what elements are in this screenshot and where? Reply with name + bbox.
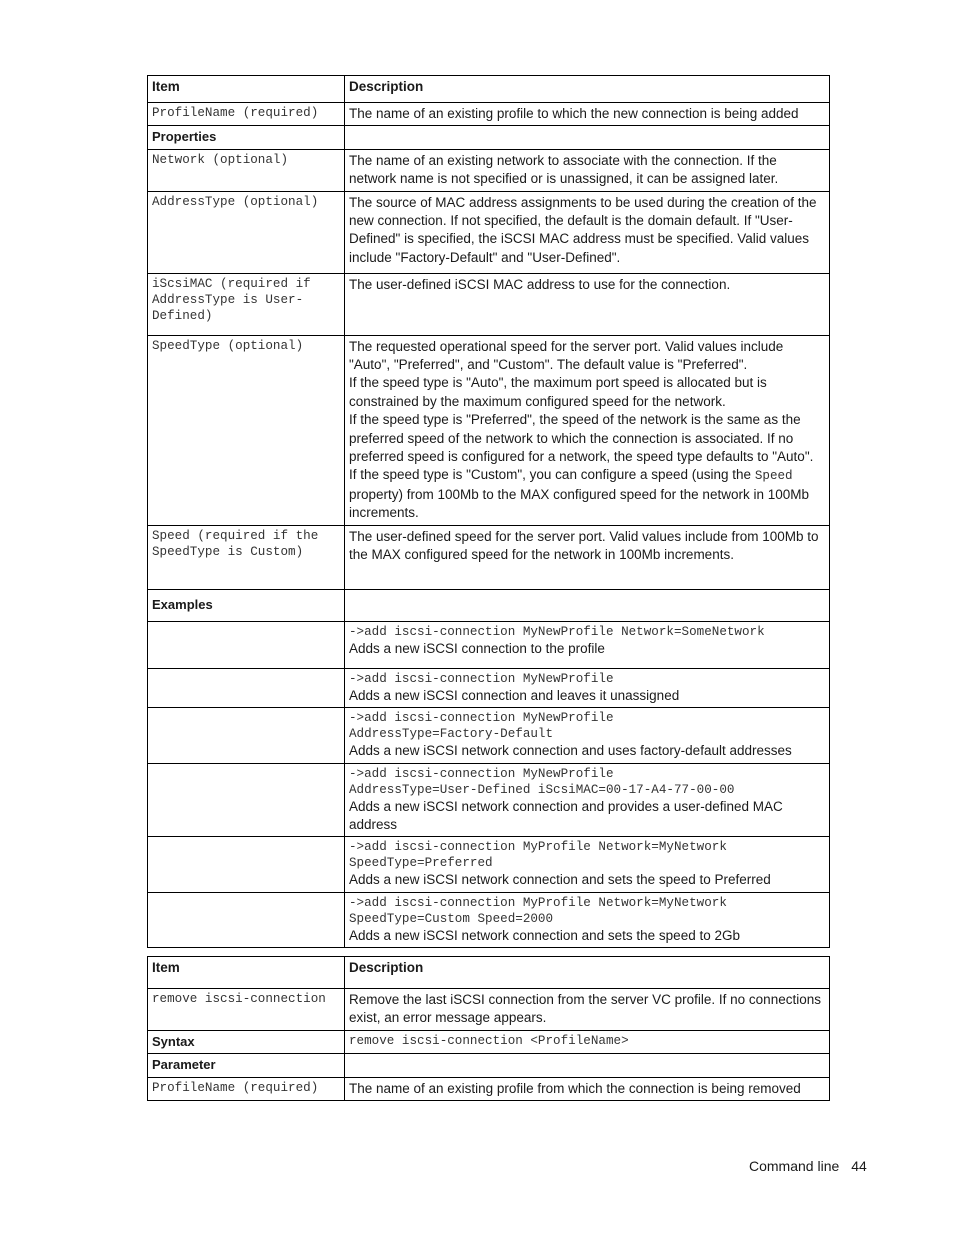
speedtype-text: If the speed type is "Custom", you can configure a speed (using the bbox=[349, 467, 755, 483]
remove-iscsi-connection-table bbox=[147, 956, 830, 1101]
syntax-value: remove iscsi-connection <ProfileName> bbox=[345, 1030, 830, 1053]
example-description: Adds a new iSCSI connection and leaves it unassigned bbox=[349, 687, 680, 703]
property-description bbox=[345, 335, 830, 525]
property-speed: Speed (required if the SpeedType is Custom) bbox=[148, 525, 345, 589]
param-description: The name of an existing profile from which the connection is being removed bbox=[345, 1077, 830, 1100]
example-cell bbox=[345, 763, 830, 837]
example-command: AddressType=Factory-Default bbox=[349, 727, 554, 742]
header-item: Item bbox=[148, 957, 345, 989]
empty-cell bbox=[345, 1054, 830, 1077]
table-row bbox=[148, 1077, 830, 1100]
add-iscsi-connection-table bbox=[147, 75, 830, 948]
table-row bbox=[148, 149, 830, 191]
empty-cell bbox=[345, 126, 830, 149]
example-row bbox=[148, 763, 830, 837]
example-command: ->add iscsi-connection MyNewProfile bbox=[349, 766, 614, 781]
example-command: ->add iscsi-connection MyNewProfile bbox=[349, 711, 614, 726]
section-row-examples bbox=[148, 589, 830, 621]
example-command: ->add iscsi-connection MyNewProfile bbox=[349, 671, 614, 686]
property-description: The source of MAC address assignments to be used during the creation of the new connection. If not specified, the default is the domain default. If "User-Defined" is specified, the iSCSI MAC address must be specified. Valid values include "Factory-Default" and "User-Defined". bbox=[345, 191, 830, 273]
section-row-parameter bbox=[148, 1054, 830, 1077]
example-description: Adds a new iSCSI network connection and sets the speed to Preferred bbox=[349, 872, 771, 888]
property-addresstype: AddressType (optional) bbox=[148, 191, 345, 273]
table-header-row bbox=[148, 76, 830, 103]
param-profilename: ProfileName (required) bbox=[148, 1077, 345, 1100]
section-label-parameter: Parameter bbox=[148, 1054, 345, 1077]
example-cell bbox=[345, 621, 830, 668]
example-row bbox=[148, 621, 830, 668]
table-row bbox=[148, 273, 830, 335]
example-command: SpeedType=Custom Speed=2000 bbox=[349, 911, 554, 926]
header-description: Description bbox=[345, 957, 830, 989]
command-name: remove iscsi-connection bbox=[148, 989, 345, 1031]
empty-cell bbox=[148, 708, 345, 763]
example-cell bbox=[345, 892, 830, 947]
speed-code: Speed bbox=[754, 469, 793, 484]
param-profilename: ProfileName (required) bbox=[148, 103, 345, 126]
speedtype-paragraph: If the speed type is "Preferred", the speed of the network is the same as the preferred speed of the network to which the connection is associated. If no preferred speed is configured for a network, the speed type defaults to "Auto". bbox=[349, 412, 814, 465]
example-command: ->add iscsi-connection MyProfile Network=MyNetwork bbox=[349, 895, 727, 910]
example-command: ->add iscsi-connection MyProfile Network=MyNetwork bbox=[349, 840, 727, 855]
header-description: Description bbox=[345, 76, 830, 103]
empty-cell bbox=[148, 621, 345, 668]
table-row bbox=[148, 103, 830, 126]
section-label-properties: Properties bbox=[148, 126, 345, 149]
example-description: Adds a new iSCSI network connection and sets the speed to 2Gb bbox=[349, 927, 740, 943]
table-row bbox=[148, 525, 830, 589]
empty-cell bbox=[148, 837, 345, 892]
example-row bbox=[148, 708, 830, 763]
table-row bbox=[148, 191, 830, 273]
empty-cell bbox=[148, 763, 345, 837]
example-description: Adds a new iSCSI connection to the profile bbox=[349, 640, 605, 656]
page-footer bbox=[749, 1158, 867, 1174]
property-description: The user-defined speed for the server port. Valid values include from 100Mb to the MAX configured speed for the network in 100Mb increments. bbox=[345, 525, 830, 589]
empty-cell bbox=[148, 892, 345, 947]
speedtype-paragraph: If the speed type is "Auto", the maximum port speed is allocated but is constrained by the maximum configured speed for the network. bbox=[349, 375, 767, 409]
speedtype-paragraph bbox=[349, 466, 825, 522]
example-cell bbox=[345, 837, 830, 892]
table-header-row bbox=[148, 957, 830, 989]
footer-section-title: Command line bbox=[749, 1158, 840, 1174]
example-description: Adds a new iSCSI network connection and provides a user-defined MAC address bbox=[349, 798, 783, 832]
header-item: Item bbox=[148, 76, 345, 103]
speedtype-text: property) from 100Mb to the MAX configured speed for the network in 100Mb increments. bbox=[349, 486, 809, 521]
example-cell bbox=[345, 708, 830, 763]
param-description: The name of an existing profile to which the new connection is being added bbox=[345, 103, 830, 126]
property-iscsimac: iScsiMAC (required if AddressType is User-Defined) bbox=[148, 273, 345, 335]
page-number: 44 bbox=[851, 1158, 867, 1174]
example-command: AddressType=User-Defined iScsiMAC=00-17-A4-77-00-00 bbox=[349, 782, 735, 797]
syntax-row bbox=[148, 1030, 830, 1053]
example-cell bbox=[345, 668, 830, 707]
example-row bbox=[148, 668, 830, 707]
section-row-properties bbox=[148, 126, 830, 149]
speedtype-paragraph: The requested operational speed for the server port. Valid values include "Auto", "Preferred", and "Custom". The default value is "Preferred". bbox=[349, 338, 784, 373]
section-label-syntax: Syntax bbox=[148, 1030, 345, 1053]
example-command: ->add iscsi-connection MyNewProfile Network=SomeNetwork bbox=[349, 624, 765, 639]
property-description: The user-defined iSCSI MAC address to use for the connection. bbox=[345, 273, 830, 335]
property-speedtype: SpeedType (optional) bbox=[148, 335, 345, 525]
property-network: Network (optional) bbox=[148, 149, 345, 191]
table-row bbox=[148, 335, 830, 525]
example-row bbox=[148, 892, 830, 947]
property-description: The name of an existing network to associate with the connection. If the network name is not specified or is unassigned, it can be assigned later. bbox=[345, 149, 830, 191]
example-command: SpeedType=Preferred bbox=[349, 856, 493, 871]
example-row bbox=[148, 837, 830, 892]
section-label-examples: Examples bbox=[148, 589, 345, 621]
empty-cell bbox=[345, 589, 830, 621]
empty-cell bbox=[148, 668, 345, 707]
example-description: Adds a new iSCSI network connection and uses factory-default addresses bbox=[349, 743, 792, 759]
command-description: Remove the last iSCSI connection from the server VC profile. If no connections exist, an error message appears. bbox=[345, 989, 830, 1031]
table-row bbox=[148, 989, 830, 1031]
